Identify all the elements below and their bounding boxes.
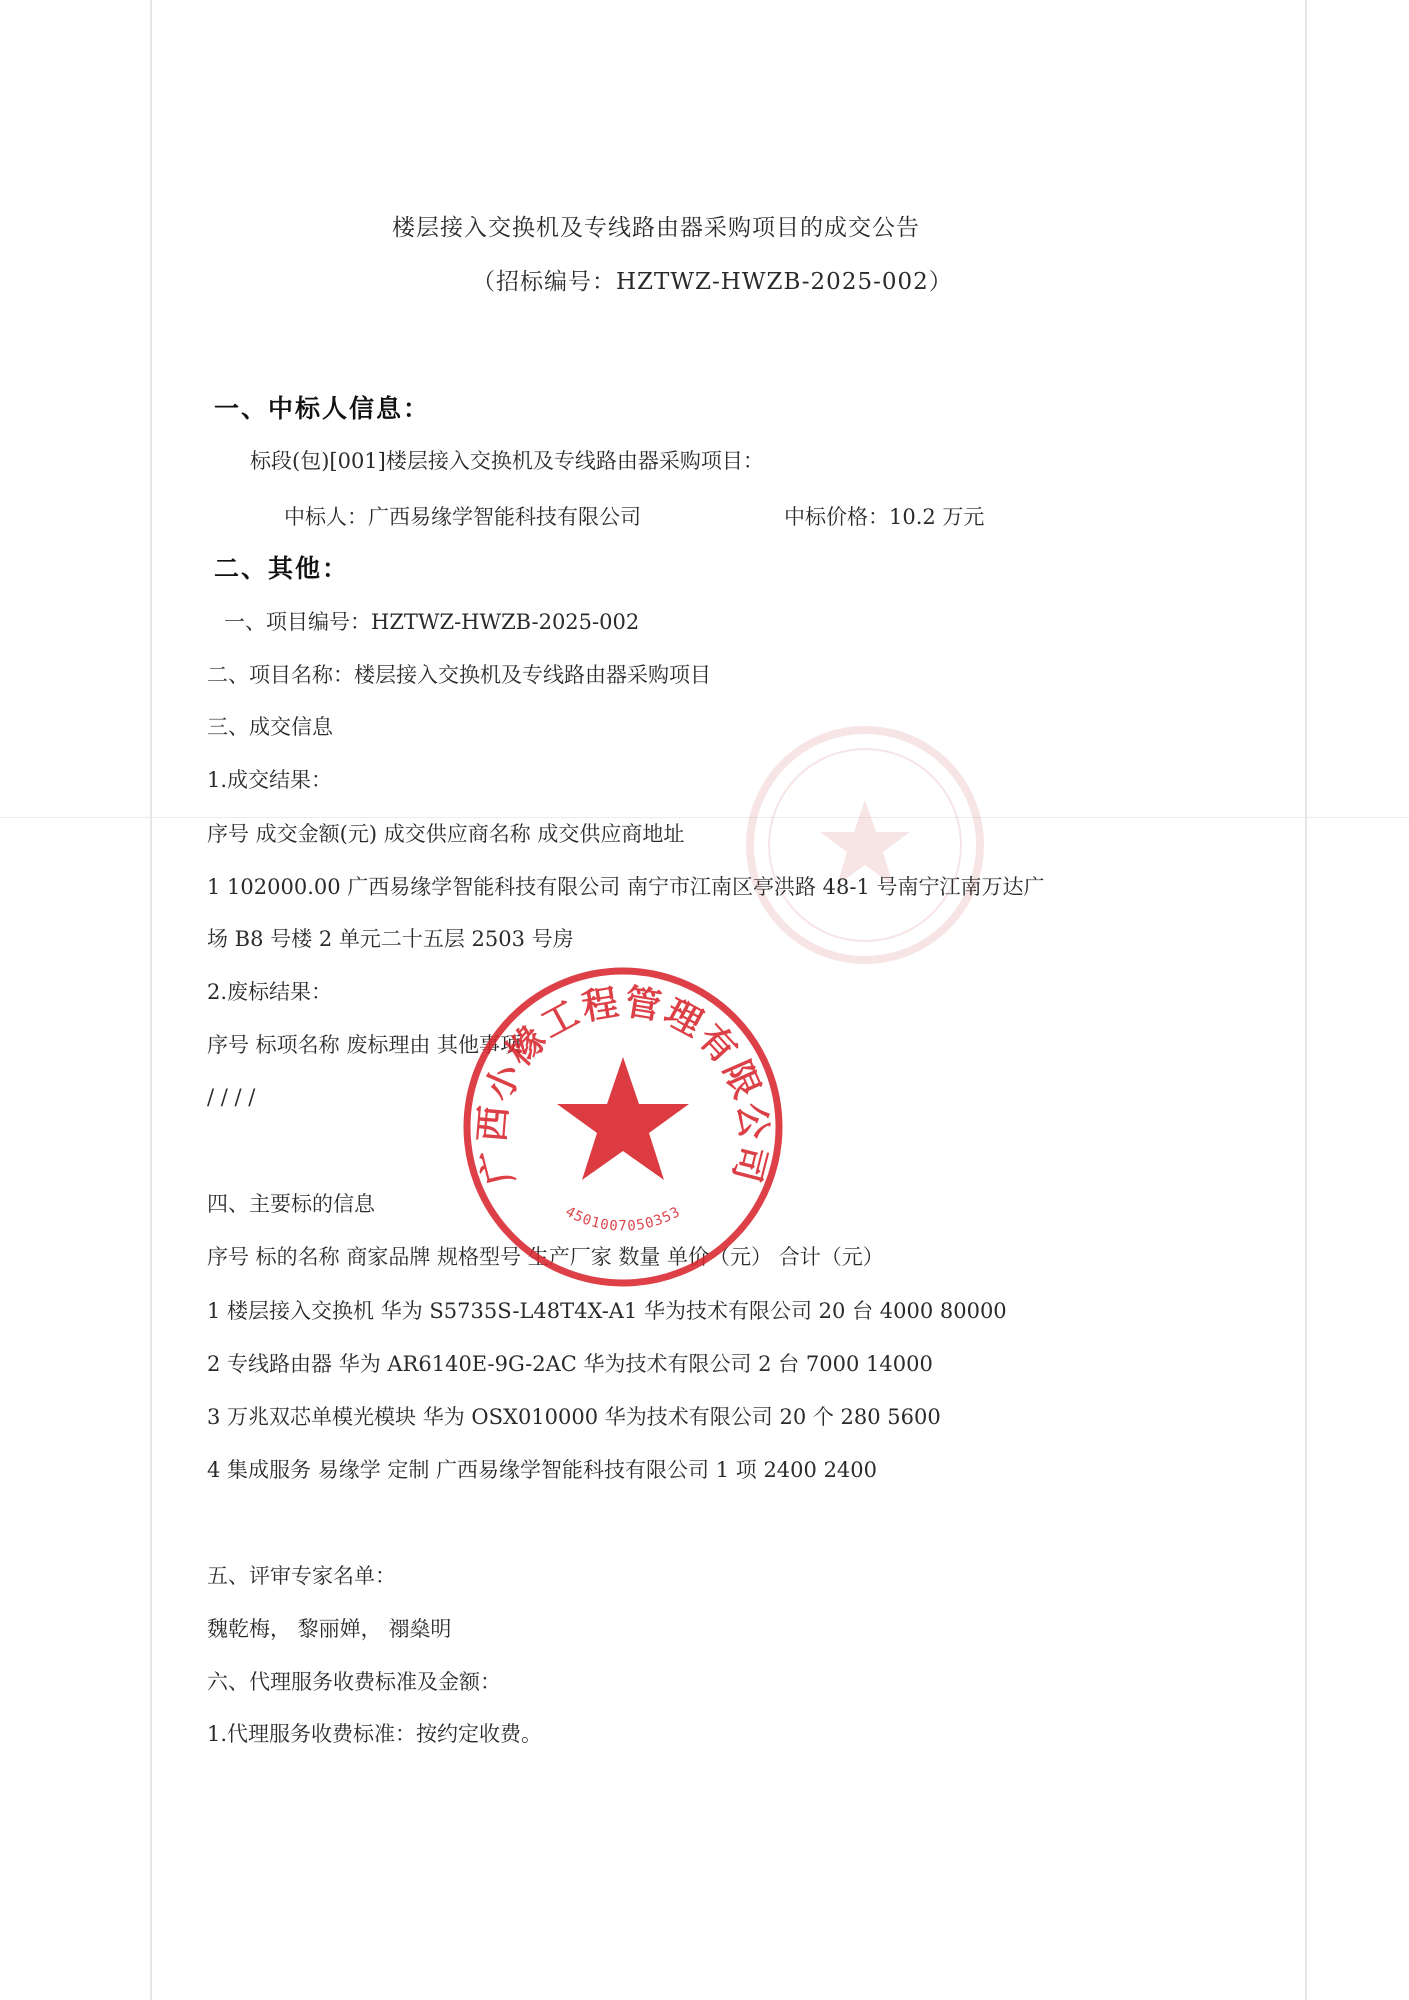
items-header: 序号 标的名称 商家品牌 规格型号 生产厂家 数量 单价（元） 合计（元） (207, 1245, 884, 1269)
project-number: 一、项目编号：HZTWZ-HWZB-2025-002 (224, 610, 640, 634)
scan-fold-line (0, 817, 1409, 818)
section1-heading: 一、中标人信息： (214, 394, 431, 423)
section2-heading: 二、其他： (214, 554, 350, 583)
item-row-1: 1 楼层接入交换机 华为 S5735S-L48T4X-A1 华为技术有限公司 20 台 4000 80000 (207, 1299, 1007, 1323)
deal-result-title: 1.成交结果： (207, 768, 333, 792)
svg-text:广西小橼工程管理有限公司: 广西小橼工程管理有限公司 (471, 981, 775, 1189)
svg-text:4501007050353: 4501007050353 (562, 1203, 684, 1235)
package-line: 标段(包)[001]楼层接入交换机及专线路由器采购项目： (250, 449, 764, 473)
abandon-result-header: 序号 标项名称 废标理由 其他事项 (207, 1033, 522, 1057)
project-name: 二、项目名称：楼层接入交换机及专线路由器采购项目 (207, 663, 711, 687)
ghost-seal (740, 720, 990, 970)
abandon-result-row: / / / / (207, 1085, 256, 1109)
left-page-edge (150, 0, 152, 2000)
price-line: 中标价格：10.2 万元 (784, 505, 985, 529)
deal-result-header: 序号 成交金额(元) 成交供应商名称 成交供应商地址 (207, 822, 685, 846)
item-row-3: 3 万兆双芯单模光模块 华为 OSX010000 华为技术有限公司 20 个 280 5600 (207, 1405, 941, 1429)
section5-heading: 五、评审专家名单： (207, 1564, 396, 1588)
deal-info-heading: 三、成交信息 (207, 715, 333, 739)
item-row-2: 2 专线路由器 华为 AR6140E-9G-2AC 华为技术有限公司 2 台 7000 14000 (207, 1352, 933, 1376)
section6-heading: 六、代理服务收费标准及金额： (207, 1670, 501, 1694)
fee-standard: 1.代理服务收费标准：按约定收费。 (207, 1722, 543, 1746)
company-seal-stamp (458, 962, 788, 1292)
deal-result-row-continued: 场 B8 号楼 2 单元二十五层 2503 号房 (207, 927, 574, 951)
abandon-result-title: 2.废标结果： (207, 980, 333, 1004)
deal-result-row: 1 102000.00 广西易缘学智能科技有限公司 南宁市江南区亭洪路 48-1 号南宁江南万达广 (207, 875, 1045, 899)
section4-heading: 四、主要标的信息 (207, 1192, 375, 1216)
right-page-edge (1305, 0, 1307, 2000)
winner-line: 中标人：广西易缘学智能科技有限公司 (284, 505, 641, 529)
expert-names: 魏乾梅， 黎丽婵， 禤燊明 (207, 1617, 452, 1641)
item-row-4: 4 集成服务 易缘学 定制 广西易缘学智能科技有限公司 1 项 2400 2400 (207, 1458, 878, 1482)
document-title: 楼层接入交换机及专线路由器采购项目的成交公告 (392, 215, 920, 241)
bid-number: （招标编号：HZTWZ-HWZB-2025-002） (472, 269, 953, 295)
